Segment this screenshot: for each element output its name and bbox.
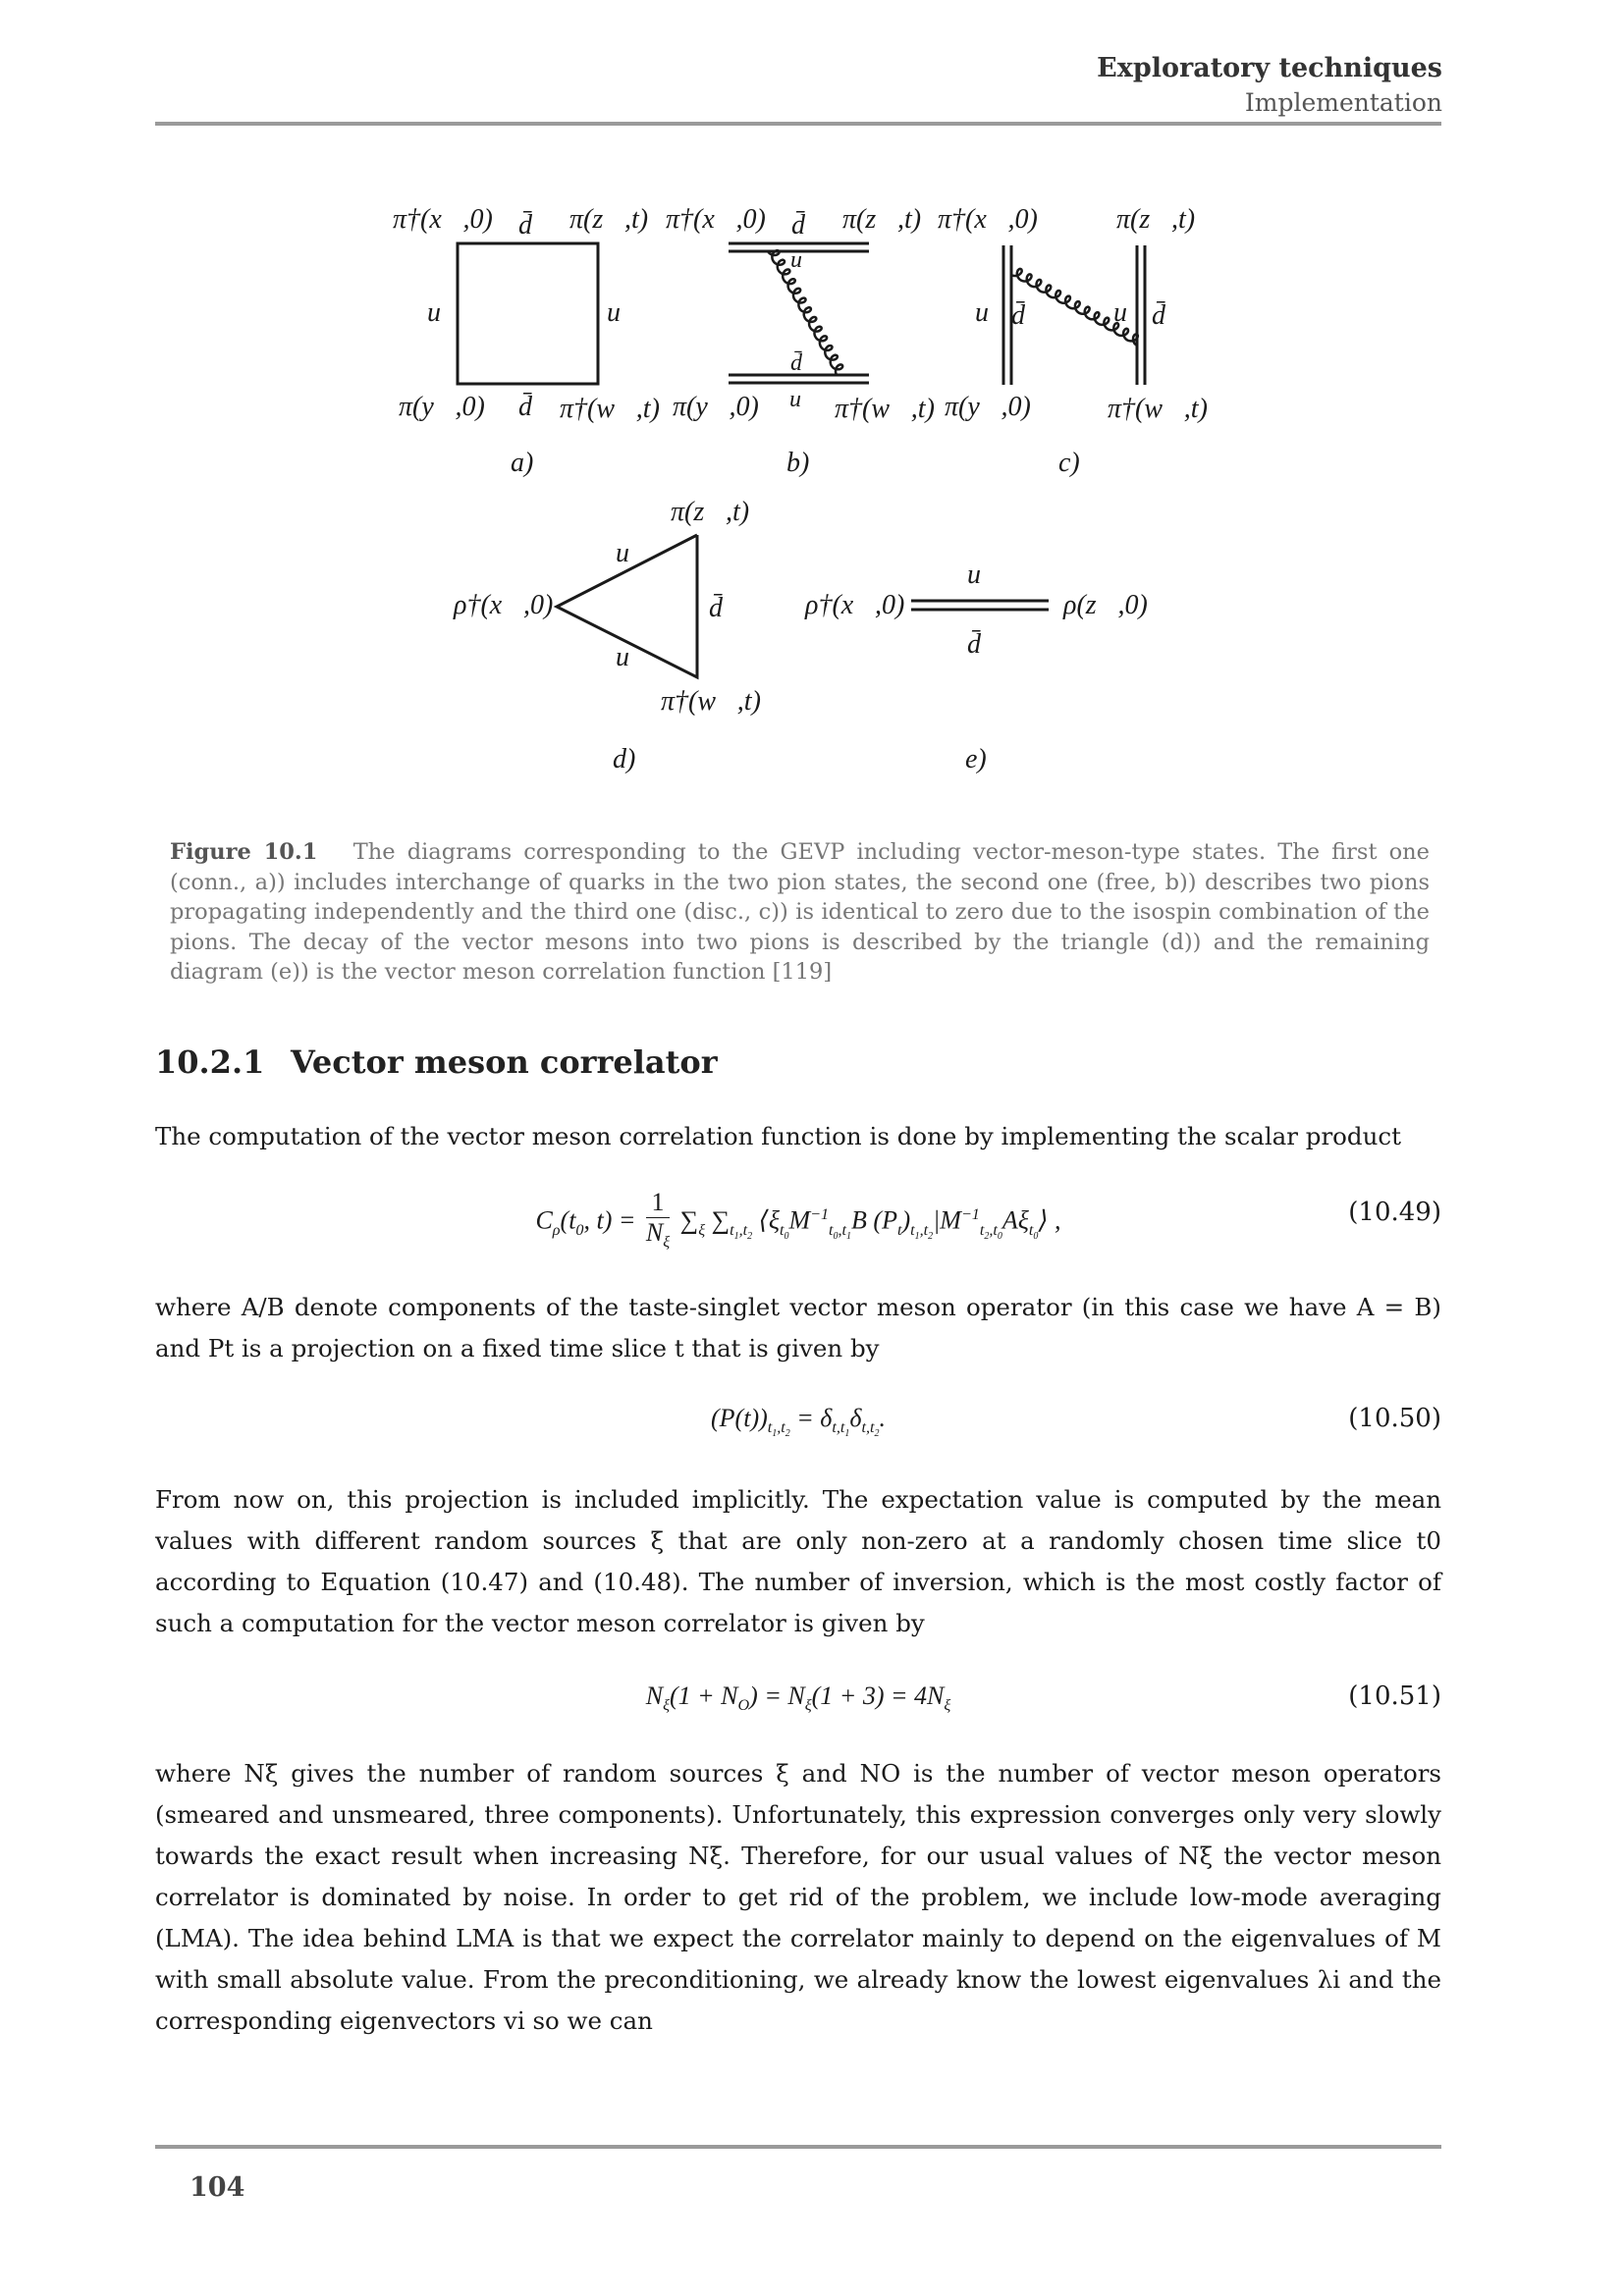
panel-letter-b: b) — [786, 448, 810, 478]
label-e-dbar: d̄ — [967, 629, 981, 660]
figure-caption — [170, 837, 1430, 988]
label-a-dbar-top: d̄ — [518, 210, 532, 240]
label-b-top-right: π(z⃗,t) — [842, 204, 922, 235]
running-header-chapter: Exploratory techniques — [1097, 53, 1442, 83]
label-a-top-left: π†(x⃗,0) — [393, 204, 493, 235]
label-c-dbar-left: d̄ — [1011, 300, 1025, 331]
label-c-dbar-right: d̄ — [1152, 300, 1165, 331]
equation-number-10-51: (10.51) — [1348, 1682, 1441, 1711]
label-b-u-top: u — [790, 247, 802, 273]
diagram-a-square — [458, 243, 598, 384]
label-d-dbar: d̄ — [709, 593, 723, 623]
running-header-section: Implementation — [1244, 88, 1442, 117]
section-title: Vector meson correlator — [291, 1043, 718, 1081]
section-heading — [155, 1043, 718, 1081]
panel-letter-a: a) — [511, 448, 534, 478]
label-a-top-right: π(z⃗,t) — [569, 204, 649, 235]
label-a-bottom-right: π†(w⃗,t) — [560, 394, 660, 424]
equation-10-50: $(P(t))_{t_1,t_2} = \delta_{t,t_1}\delta_{t,t_2}$. (10.50) — [711, 1404, 1441, 1440]
label-b-top-left: π†(x⃗,0) — [666, 204, 766, 235]
label-b-dbar-top: d̄ — [791, 210, 805, 240]
label-d-left: ρ†(x⃗,0) — [454, 590, 554, 620]
paragraph-2: where A/B denote components of the taste-singlet vector meson operator (in this case we have A = B) and Pt is a projection on a fixed time slice t that is given by — [155, 1293, 1441, 1362]
panel-letter-e: e) — [965, 744, 987, 774]
label-b-u-bottom: u — [789, 387, 801, 412]
label-c-bottom-left: π(y⃗,0) — [945, 392, 1031, 422]
label-a-u-left: u — [427, 297, 441, 328]
label-d-top: π(z⃗,t) — [671, 497, 750, 527]
label-e-u: u — [967, 560, 981, 590]
label-d-u-bottom: u — [616, 642, 629, 672]
equation-10-49: $C_\rho(t_0$, t) = $\frac{1}{N_\xi}$ $\sum_\xi$ $\sum_{t_1,t_2}$ $⟨\xi_{t_0}M^{-1}_{t_0,t_1}B$ $(P_t)_{t_1,t_2}|M^{-1}_{t_2,t_0}A\xi_{t_0}⟩$ , (10.49) — [535, 1188, 1441, 1252]
figure-caption-text: The diagrams corresponding to the GEVP including vector-meson-type states. The first one (conn., a)) includes interchange of quarks in the two pion states, the second one (free, b)) describes two pions propagating independently and the third one (disc., c)) is identical to zero due to the isospin combination of the pions. The decay of the vector mesons into two pions is described by the triangle (d)) and the remaining diagram (e)) is the vector meson correlation function [119] — [170, 839, 1430, 985]
footer-rule — [155, 2145, 1441, 2149]
panel-letter-d: d) — [613, 744, 636, 774]
label-d-bottom: π†(w⃗,t) — [661, 686, 761, 717]
label-b-bottom-right: π†(w⃗,t) — [835, 394, 935, 424]
equation-number-10-49: (10.49) — [1348, 1198, 1441, 1227]
equation-number-10-50: (10.50) — [1348, 1404, 1441, 1433]
feynman-diagrams-figure — [0, 0, 1624, 834]
section-number: 10.2.1 — [155, 1043, 265, 1081]
page-number: 104 — [189, 2172, 245, 2203]
paragraph-4: where Nξ gives the number of random sources ξ and NO is the number of vector meson operators (smeared and unsmeared, three components). Unfortunately, this expression converges only very slowly towards the exact result when increasing Nξ. Therefore, for our usual values of Nξ the vector meson correlator is dominated by noise. In order to get rid of the problem, we include low-mode averaging (LMA). The idea behind LMA is that we expect the correlator mainly to depend on the eigenvalues of M with small absolute value. From the preconditioning, we already know the lowest eigenvalues λi and the corresponding eigenvectors vi so we can — [155, 1759, 1441, 2035]
diagram-b-gluon-icon — [768, 250, 842, 375]
label-e-right: ρ(z⃗,0) — [1063, 590, 1148, 620]
label-a-dbar-bottom: d̄ — [518, 392, 532, 422]
label-a-u-right: u — [607, 297, 621, 328]
label-c-u-right: u — [1113, 297, 1127, 328]
label-d-u-top: u — [616, 538, 629, 568]
label-c-bottom-right: π†(w⃗,t) — [1108, 394, 1208, 424]
label-b-bottom-left: π(y⃗,0) — [673, 392, 759, 422]
label-c-top-left: π†(x⃗,0) — [938, 204, 1038, 235]
paragraph-1: The computation of the vector meson correlation function is done by implementing the scalar product — [155, 1122, 1401, 1150]
label-b-dbar-mid: d̄ — [790, 350, 802, 376]
panel-letter-c: c) — [1058, 448, 1080, 478]
label-c-u-left: u — [975, 297, 989, 328]
label-c-top-right: π(z⃗,t) — [1116, 204, 1196, 235]
paragraph-3: From now on, this projection is included implicitly. The expectation value is computed by the mean values with different random sources ξ that are only non-zero at a randomly chosen time slice t0 according to Equation (10.47) and (10.48). The number of inversion, which is the most costly factor of such a computation for the vector meson correlator is given by — [155, 1485, 1441, 1637]
label-e-left: ρ†(x⃗,0) — [805, 590, 905, 620]
label-a-bottom-left: π(y⃗,0) — [399, 392, 485, 422]
figure-caption-label: Figure 10.1 — [170, 839, 318, 865]
equation-10-51: $N_\xi(1 + N_O) = N_\xi(1 + 3) = 4N_\xi$ (10.51) — [645, 1682, 1441, 1715]
